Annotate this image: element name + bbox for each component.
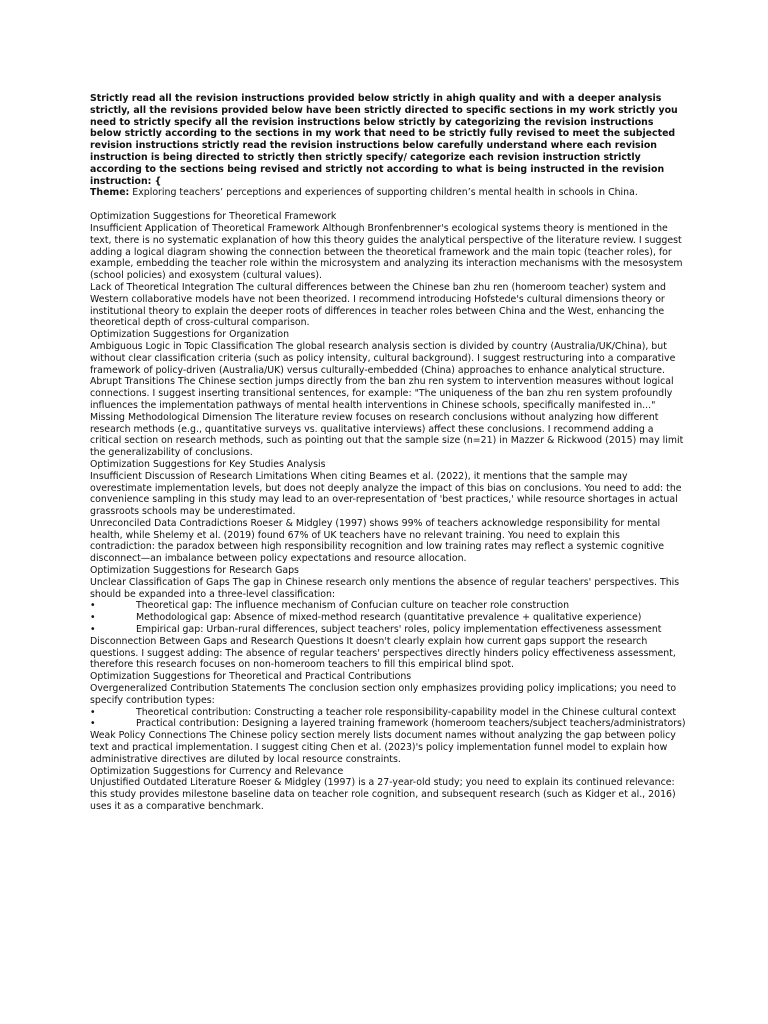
bullet-dot: • xyxy=(90,624,96,636)
bullet-text: Empirical gap: Urban-rural differences, subject teachers' roles, policy implementation effectiveness assessment xyxy=(136,624,662,636)
bullet-dot: • xyxy=(90,718,96,730)
theme-text: Exploring teachers’ perceptions and experiences of supporting children’s mental health in schools in China. xyxy=(129,187,638,199)
bullet-text: Practical contribution: Designing a layered training framework (homeroom teachers/subject teachers/administrators) xyxy=(136,718,686,730)
theme-line xyxy=(90,187,686,199)
theme-label: Theme: xyxy=(90,187,130,199)
paragraph: Insufficient Discussion of Research Limitations When citing Beames et al. (2022), it mentions that the sample may overestimate implementation levels, but does not deeply analyze the impact of this bias on conclusions. You need to add: the convenience sampling in this study may lead to an over-representation of 'best practices,' while resource shortages in actual grassroots schools may be underestimated. xyxy=(90,470,682,518)
revision-suggestions xyxy=(90,211,686,813)
paragraph: Optimization Suggestions for Organization xyxy=(90,329,290,341)
bullet-item xyxy=(90,600,686,612)
paragraph: Lack of Theoretical Integration The cultural differences between the Chinese ban zhu ren (homeroom teacher) system and Western collaborative models have not been theorized. I recommend introducing Hofstede's cultural dimensions theory or institutional theory to explain the deeper roots of differences in teacher roles between China and the West, enhancing the theoretical depth of cross-cultural comparison. xyxy=(90,281,666,329)
bullet-item xyxy=(90,707,686,719)
paragraph: Unclear Classification of Gaps The gap in Chinese research only mentions the absence of regular teachers' perspectives. This should be expanded into a three-level classification: xyxy=(90,576,680,600)
paragraph: Overgeneralized Contribution Statements The conclusion section only emphasizes providing policy implications; you need to specify contribution types: xyxy=(90,683,677,706)
bullet-text: Theoretical contribution: Constructing a teacher role responsibility-capability model in the Chinese cultural context xyxy=(136,706,677,718)
bullet-dot: • xyxy=(90,706,96,718)
paragraph: Optimization Suggestions for Key Studies Analysis xyxy=(90,458,326,470)
bullet-item xyxy=(90,624,686,636)
paragraph: Unreconciled Data Contradictions Roeser & Midgley (1997) shows 99% of teachers acknowledge responsibility for mental health, while Shelemy et al. (2019) found 67% of UK teachers have no relevant training. You need to explain this contradiction: the paradox between high responsibility recognition and low training rates may reflect a systemic cognitive disconnect—an imbalance between policy expectations and resource allocation. xyxy=(90,517,665,565)
paragraph: Optimization Suggestions for Research Gaps xyxy=(90,565,299,577)
document-page xyxy=(90,93,686,813)
paragraph: Abrupt Transitions The Chinese section jumps directly from the ban zhu ren system to intervention measures without logical connections. I suggest inserting transitional sentences, for example: "The uniqueness of the ban zhu ren system profoundly influences the implementation pathways of mental health interventions in Chinese schools, specifically manifested in..." xyxy=(90,376,674,411)
paragraph: Weak Policy Connections The Chinese policy section merely lists document names without analyzing the gap between policy text and practical implementation. I suggest citing Chen et al. (2023)'s policy implementation funnel model to explain how administrative directives are diluted by local resource constraints. xyxy=(90,730,676,765)
paragraph: Optimization Suggestions for Currency and Relevance xyxy=(90,765,344,777)
instruction-intro: Strictly read all the revision instructions provided below strictly in ahigh quality and with a deeper analysis strictly, all the revisions provided below have been strictly directed to specific sections in my work strictly you need to strictly specify all the revision instructions below strictly by categorizing the revision instructions below strictly according to the sections in my work that need to be strictly fully revised to meet the subjected revision instructions strictly read the revision instructions below carefully understand where each revision instruction is being directed to strictly then strictly specify/ categorize each revision instruction strictly according to the sections being revised and strictly not according to what is being instructed in the revision instruction: { xyxy=(90,93,678,187)
paragraph: Optimization Suggestions for Theoretical Framework xyxy=(90,211,337,223)
paragraph: Missing Methodological Dimension The literature review focuses on research conclusions without analyzing how different research methods (e.g., quantitative surveys vs. qualitative interviews) affect these conclusions. I recommend adding a critical section on research methods, such as pointing out that the sample size (n=21) in Mazzer & Rickwood (2015) may limit the generalizability of conclusions. xyxy=(90,411,684,459)
bullet-item xyxy=(90,718,686,730)
paragraph: Ambiguous Logic in Topic Classification The global research analysis section is divided by country (Australia/UK/China), but without clear classification criteria (such as policy intensity, cultural background). I suggest restructuring into a comparative framework of policy-driven (Australia/UK) versus culturally-embedded (China) approaches to enhance analytical structure. xyxy=(90,340,676,376)
bullet-text: Theoretical gap: The influence mechanism of Confucian culture on teacher role construction xyxy=(136,600,570,612)
paragraph: Disconnection Between Gaps and Research Questions It doesn't clearly explain how current gaps support the research questions. I suggest adding: The absence of regular teachers' perspectives directly hinders policy effectiveness assessment, therefore this research focuses on non-homeroom teachers to fill this empirical blind spot. xyxy=(90,635,676,671)
paragraph: Insufficient Application of Theoretical Framework Although Bronfenbrenner's ecological systems theory is mentioned in the text, there is no systematic explanation of how this theory guides the analytical perspective of the literature review. I suggest adding a logical diagram showing the connection between the theoretical framework and the main topic (teacher roles), for example, embedding the teacher role within the microsystem and analyzing its interaction mechanisms with the mesosystem (school policies) and exosystem (cultural values). xyxy=(90,222,683,282)
bullet-dot: • xyxy=(90,600,96,612)
bullet-dot: • xyxy=(90,612,96,624)
bullet-text: Methodological gap: Absence of mixed-method research (quantitative prevalence + qualitative experience) xyxy=(136,612,642,624)
paragraph: Optimization Suggestions for Theoretical and Practical Contributions xyxy=(90,671,412,683)
bullet-item xyxy=(90,612,686,624)
paragraph: Unjustified Outdated Literature Roeser & Midgley (1997) is a 27-year-old study; you need to explain its continued relevance: this study provides milestone baseline data on teacher role cognition, and subsequent research (such as Kidger et al., 2016) uses it as a comparative benchmark. xyxy=(90,777,676,813)
